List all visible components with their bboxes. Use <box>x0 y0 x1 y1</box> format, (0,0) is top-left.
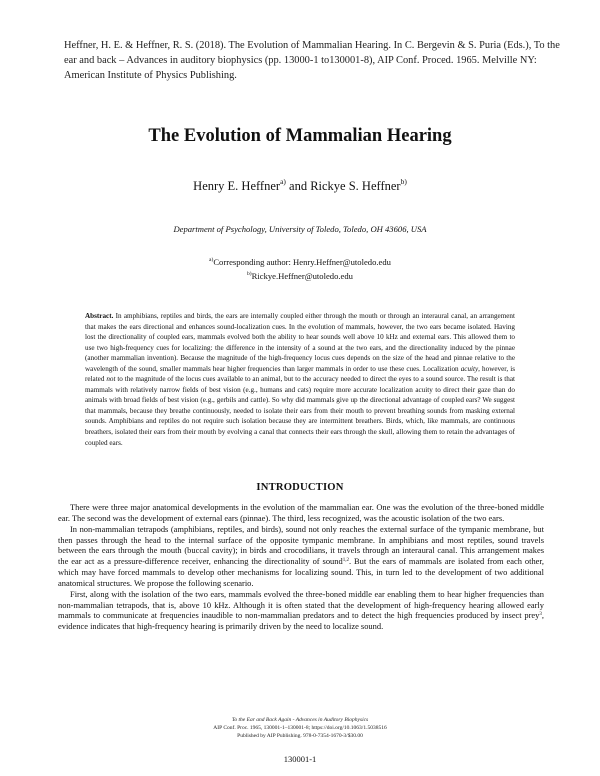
author-affil-marker: b) <box>400 177 407 186</box>
paragraph-text: . But the ears of mammals are isolated from each other, which may have forced mammals to develop other mechanisms for localizing sound. This, in turn led to the development of two additional anatomical structures. We propose the following scenario. <box>58 556 544 588</box>
paper-title: The Evolution of Mammalian Hearing <box>148 126 452 146</box>
paragraph-text: , evidence indicates that high-frequency hearing is primarily driven by the need to localize sound. <box>58 610 544 632</box>
author-name: Rickye S. Heffner <box>310 179 401 193</box>
page-number: 130001-1 <box>283 754 317 764</box>
author-name: Henry E. Heffner <box>193 179 281 193</box>
paragraph-text: First, along with the isolation of the two ears, mammals evolved the three-boned middle ear enabling them to hear higher frequencies than non-mammalian tetrapods, that is, above 10 kHz. Although it is often stated that the development of high-frequency hearing allowed early mammals to communicate at frequencies inaudible to non-mammalian predators and to detect the high frequencies produced by insect prey <box>58 588 544 621</box>
section-heading-introduction: INTRODUCTION <box>256 482 344 493</box>
abstract-text: , however, is related <box>85 364 516 384</box>
footer-doi-line: AIP Conf. Proc. 1965, 130001-1–130001-8; https://doi.org/10.1063/1.5038516 <box>213 725 387 731</box>
paragraph-text: In non-mammalian tetrapods (amphibians, reptiles, and birds), sound not only reaches the external surface of the tympanic membrane, but then passes through the head to the internal surface of the opposite tympanic membrane. In amphibians and most reptiles, sound travels between the ears through the mouth (buccal cavity); in birds and crocodilians, it travels through an interaural canal. This arrangement makes the ear act as a pressure-difference receiver, enhancing the directionality of sound <box>58 523 544 567</box>
email-line <box>0 254 600 268</box>
email-line <box>0 268 600 282</box>
email-block <box>0 254 600 282</box>
footer-proceedings-title: To the Ear and Back Again - Advances in Auditory Biophysics <box>231 717 369 723</box>
author-conjunction: and <box>285 179 311 193</box>
email-text: Rickye.Heffner@utoledo.edu <box>251 271 353 281</box>
abstract-label: Abstract. <box>85 312 114 320</box>
abstract-emphasis: acuity <box>460 364 479 373</box>
email-marker: b) <box>247 271 252 277</box>
reference-marker: 1,2 <box>342 558 349 564</box>
reference-marker: 3 <box>539 612 542 618</box>
author-line <box>0 177 600 194</box>
author-affil-marker: a) <box>280 177 286 186</box>
abstract <box>85 311 515 448</box>
abstract-text: to the magnitude of the locus cues available to an animal, but to the accuracy needed to direct the eyes to a sound source. The result is that mammals with relatively narrow fields of best vision (e.g., humans and cats) require more accurate localization acuity to direct their gaze than do animals with broad fields of best vision (e.g., gerbils and cattle). So why did mammals give up the directional advantage of coupled ears? We suggest that mammals, because they breathe continuously, needed to isolate their ears from their mouth to prevent breathing sounds from masking external sounds. Amphibians and reptiles do not require such isolation because they are intermittent breathers. Birds, which, like mammals, are continuous breathers, isolated their ears from their mouth by evolving a canal that connects their ears through the skull, allowing them to retain the advantages of coupled ears. <box>85 375 515 447</box>
affiliation: Department of Psychology, University of Toledo, Toledo, OH 43606, USA <box>173 224 427 234</box>
body-paragraph: There were three major anatomical developments in the evolution of the mammalian ear. One was the evolution of the three-boned middle ear. The second was the development of external ears (pinnae). The third, less recognized, was the acoustic isolation of the two ears. <box>58 502 544 523</box>
footer-publisher-line: Published by AIP Publishing. 978-0-7354-1670-3/$30.00 <box>237 733 363 739</box>
body-paragraph <box>58 524 544 589</box>
email-marker: a) <box>209 257 214 263</box>
publication-footer <box>0 716 600 740</box>
citation-header: Heffner, H. E. & Heffner, R. S. (2018). The Evolution of Mammalian Hearing. In C. Bergevin & S. Puria (Eds.), To the ear and back – Advances in auditory biophysics (pp. 13000-1 to130001-8), AIP Conf. Proced. 1965. Melville NY: American Institute of Physics Publishing. <box>64 40 560 81</box>
abstract-emphasis: not <box>106 375 116 384</box>
email-text: Corresponding author: Henry.Heffner@utoledo.edu <box>213 257 391 267</box>
introduction-body <box>58 502 544 632</box>
abstract-text: In amphibians, reptiles and birds, the ears are internally coupled either through the mouth or through an interaural canal, an arrangement that makes the ears directional and enhances sound-localization cues. In the evolution of mammals, however, the two ears became isolated. Having lost the directionality of coupled ears, mammals evolved both the ability to hear sounds well above 10 kHz and external ears. This allowed them to use two high-frequency cues for localizing: the difference in the intensity of a sound at the two ears, and the directionality induced by the pinnae (another mammalian invention). Because the magnitude of the high-frequency locus cues depends on the size of the head and pinnae relative to the wavelength of the sound, smaller mammals hear higher frequencies than larger mammals in order to use these cues. Localization <box>85 312 515 373</box>
body-paragraph <box>58 589 544 632</box>
